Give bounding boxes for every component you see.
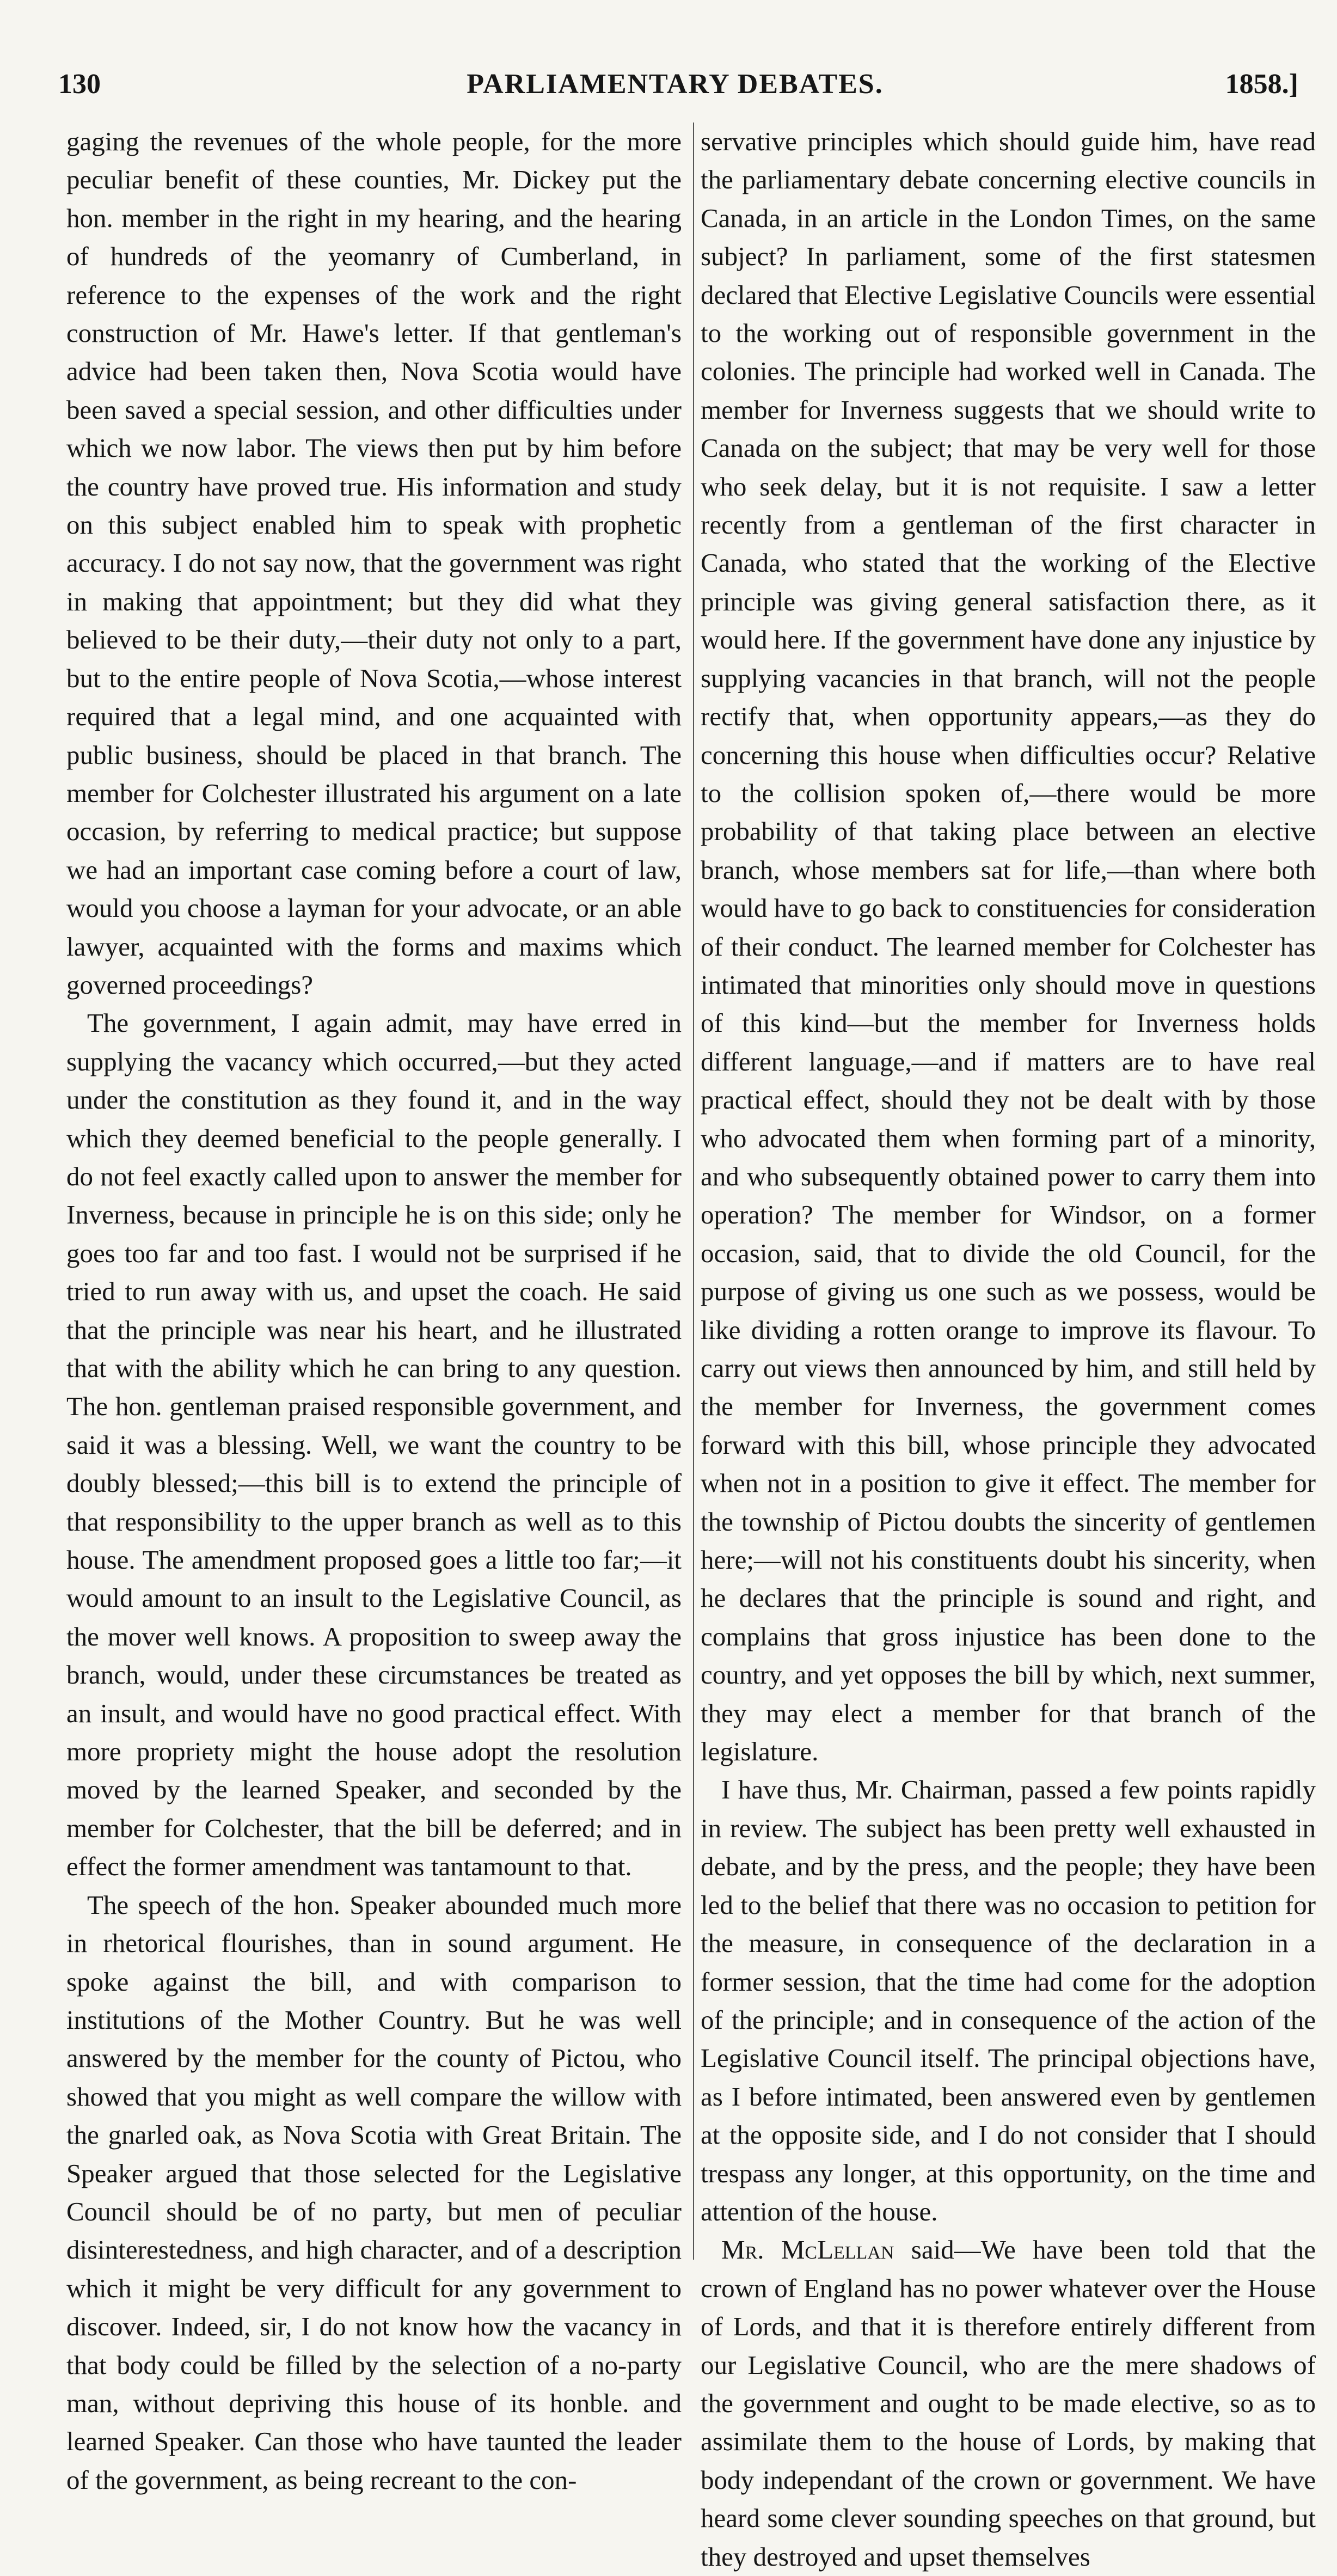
- right-column: [701, 123, 1316, 2576]
- page-header: [52, 63, 1298, 106]
- paragraph: I have thus, Mr. Chairman, passed a few points rapidly in review. The subject has been pretty well exhausted in debate, and by the press, and the people; they have been led to the belief that there was no occasion to petition for the measure, in consequence of the declaration in a former session, that the time had come for the adoption of the principle; and in consequence of the action of the Legislative Council itself. The principal objections have, as I before intimated, been answered even by gentlemen at the opposite side, and I do not consider that I should trespass any longer, at this opportunity, on the time and attention of the house.: [701, 1775, 1316, 2226]
- page-number: 130: [58, 69, 101, 100]
- column-divider: [693, 123, 694, 2260]
- year-marker: 1858.]: [1225, 69, 1298, 100]
- speech-text: said—We have been told that the crown of England has no power whatever over the House of Lords, and that it is therefore entirely different from our Legislative Council, who are the mere shadows of the government and ought to be made elective, so as to assimilate them to the house of Lords, by making that body independant of the crown or government. We have heard some clever sounding speeches on that ground, but they destroyed and upset themselves: [701, 2235, 1316, 2572]
- running-title: PARLIAMENTARY DEBATES.: [467, 69, 884, 100]
- left-column: [66, 123, 682, 2499]
- paragraph: The speech of the hon. Speaker abounded much more in rhetorical flourishes, than in sound argument. He spoke against the bill, and with comparison to institutions of the Mother Country. But he was well answered by the member for the county of Pictou, who showed that you might as well compare the willow with the gnarled oak, as Nova Scotia with Great Britain. The Speaker argued that those selected for the Legislative Council should be of no party, but men of peculiar disinterestedness, and high character, and of a description which it might be very difficult for any government to discover. Indeed, sir, I do not know how the vacancy in that body could be filled by the selection of a no-party man, without depriving this house of its honble. and learned Speaker. Can those who have taunted the leader of the government, as being recreant to the con-: [66, 1889, 682, 2495]
- speaker-name: Mr. McLellan: [721, 2235, 894, 2265]
- paragraph: The government, I again admit, may have erred in supplying the vacancy which occurred,—but they acted under the constitution as they found it, and in the way which they deemed beneficial to the people generally. I do not feel exactly called upon to answer the member for Inverness, because in principle he is on this side; only he goes too far and too fast. I would not be surprised if he tried to run away with us, and upset the coach. He said that the principle was near his heart, and he illustrated that with the ability which he can bring to any question. The hon. gentleman praised responsible government, and said it was a blessing. Well, we want the country to be doubly blessed;—this bill is to extend the principle of that responsibility to the upper branch as well as to this house. The amendment proposed goes a little too far;—it would amount to an insult to the Legislative Council, as the mover well knows. A proposition to sweep away the branch, would, under these circumstances be treated as an insult, and would have no good practical effect. With more propriety might the house adopt the resolution moved by the learned Speaker, and seconded by the member for Colchester, that the bill be deferred; and in effect the former amendment was tantamount to that.: [66, 1008, 682, 1882]
- paragraph: servative principles which should guide him, have read the parliamentary debate concerning elective councils in Canada, in an article in the London Times, on the same subject? In parliament, some of the first statesmen declared that Elective Legislative Councils were essential to the working out of responsible government in the colonies. The principle had worked well in Canada. The member for Inverness suggests that we should write to Canada on the subject; that may be very well for those who seek delay, but it is not requisite. I saw a letter recently from a gentleman of the first character in Canada, who stated that the working of the Elective principle was giving general satisfaction there, as it would here. If the government have done any injustice by supplying vacancies in that branch, will not the people rectify that, when opportunity appears,—as they do concerning this house when difficulties occur? Relative to the collision spoken of,—there would be more probability of that taking place between an elective branch, whose members sat for life,—than where both would have to go back to constituencies for consideration of their conduct. The learned member for Colchester has intimated that minorities only should move in questions of this kind—but the member for Inverness holds different language,—and if matters are to have real practical effect, should they not be dealt with by those who advocated them when forming part of a minority, and who subsequently obtained power to carry them into operation? The member for Windsor, on a former occasion, said, that to divide the old Council, for the purpose of giving us one such as we possess, would be like dividing a rotten orange to improve its flavour. To carry out views then announced by him, and still held by the member for Inverness, the government comes forward with this bill, whose principle they advocated when not in a position to give it effect. The member for the township of Pictou doubts the sincerity of gentlemen here;—will not his constituents doubt his sincerity, when he declares that the principle is sound and right, and complains that gross injustice has been done to the country, and yet opposes the bill by which, next summer, they may elect a member for that branch of the legislature.: [701, 126, 1316, 1767]
- paragraph: gaging the revenues of the whole people, for the more peculiar benefit of these counties, Mr. Dickey put the hon. member in the right in my hearing, and the hearing of hundreds of the yeomanry of Cumberland, in reference to the expenses of the work and the right construction of Mr. Hawe's letter. If that gentleman's advice had been taken then, Nova Scotia would have been saved a special session, and other difficulties under which we now labor. The views then put by him before the country have proved true. His information and study on this subject enabled him to speak with prophetic accuracy. I do not say now, that the government was right in making that appointment; but they did what they believed to be their duty,—their duty not only to a part, but to the entire people of Nova Scotia,—whose interest required that a legal mind, and one acquainted with public business, should be placed in that branch. The member for Colchester illustrated his argument on a late occasion, by referring to medical practice; but suppose we had an important case coming before a court of law, would you choose a layman for your advocate, or an able lawyer, acquainted with the forms and maxims which governed proceedings?: [66, 126, 682, 1000]
- speech-paragraph: [701, 2231, 1316, 2576]
